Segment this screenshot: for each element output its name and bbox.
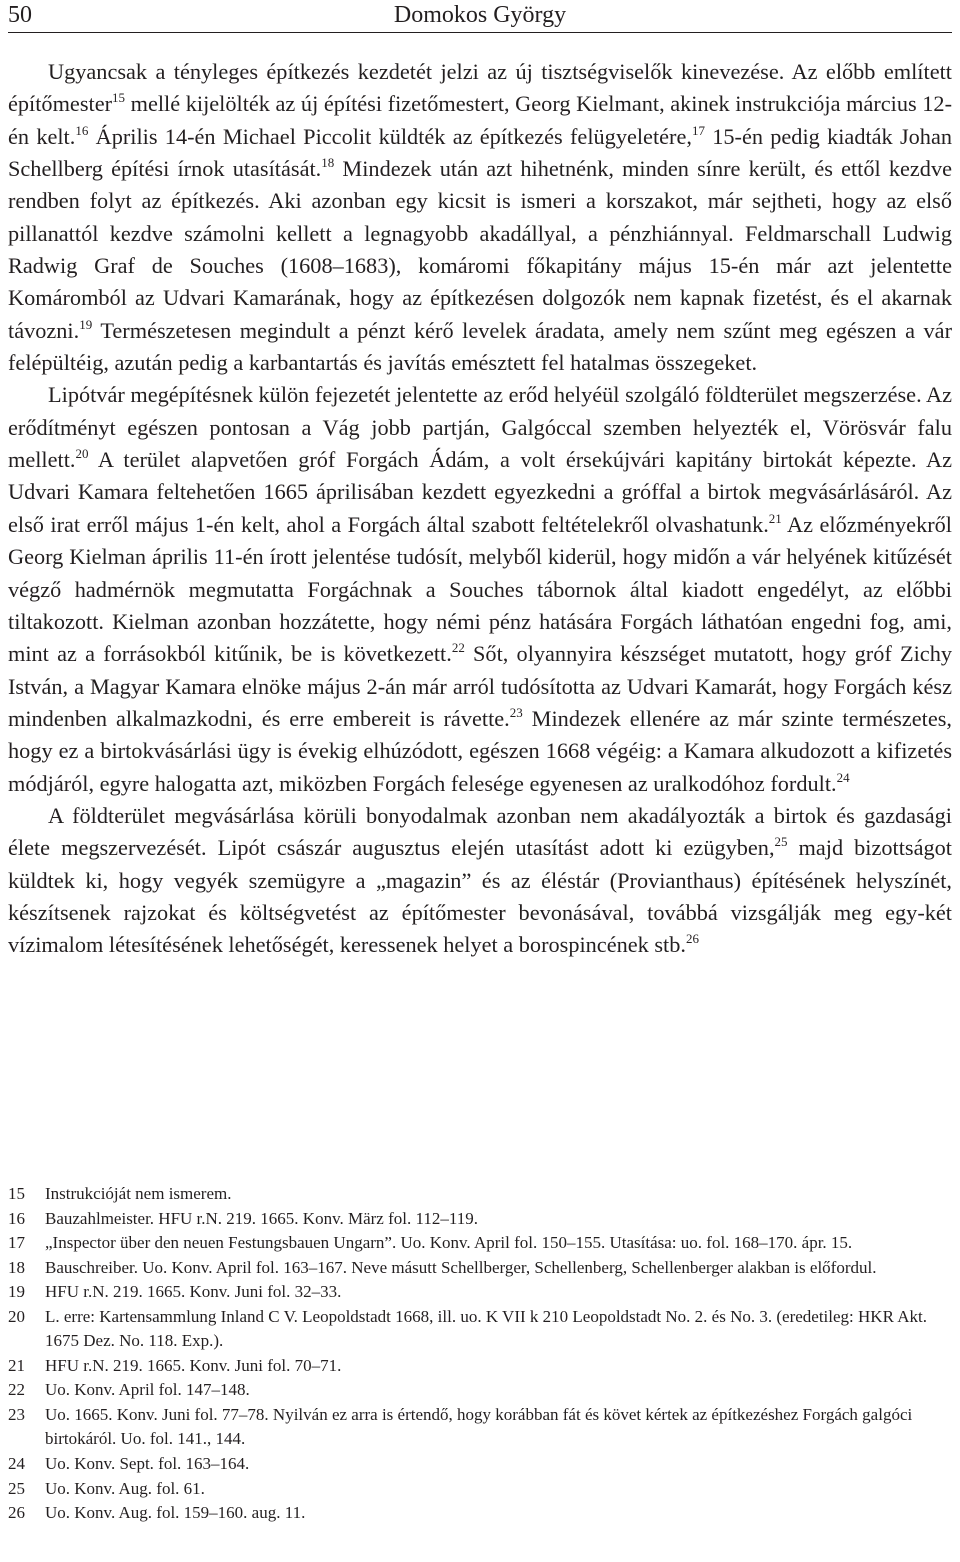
footnote — [8, 1477, 952, 1502]
footnote-number: 21 — [8, 1355, 25, 1375]
footnote-number: 24 — [8, 1454, 25, 1474]
footnote-ref-16[interactable]: 16 — [75, 122, 89, 138]
footnote-ref-19[interactable]: 19 — [79, 316, 93, 332]
text-run: mellé kijelölték az új építési fizetőmestert, Georg Kielmant, akinek instrukciója március 12-én kelt. — [8, 91, 952, 149]
footnote-text: Uo. 1665. Konv. Juni fol. 77–78. Nyilván ez arra is értendő, hogy korábban fát és követ kértek az építkezéshez Forgách galgóci birtokáról. Uo. fol. 141., 144. — [45, 1404, 913, 1449]
footnote-number: 18 — [8, 1257, 25, 1277]
footnote-number: 16 — [8, 1208, 25, 1228]
footnote — [8, 1305, 952, 1354]
text-run: A terület alapvetően gróf Forgách Ádám, a volt érsekújvári kapitány birtokát képezte. Az Udvari Kamara feltehetően 1665 áprilisában kezdett egyezkedni a gróffal a birtok megvásárlásáról. Az első irat erről május 1-én kelt, ahol a Forgách által szabott feltételekről olvashatunk. — [8, 447, 952, 537]
main-text — [8, 56, 952, 962]
footnote-number: 22 — [8, 1380, 25, 1400]
paragraph-1 — [8, 56, 952, 379]
text-run: 15-én pedig kiadták Johan Schellberg építési írnok utasítását. — [8, 123, 952, 182]
footnote-text: Bauschreiber. Uo. Konv. April fol. 163–167. Neve másutt Schellberger, Schellenberg, Schellenberger alakban is előfordul. — [45, 1257, 877, 1277]
footnote-ref-20[interactable]: 20 — [75, 446, 89, 462]
footnote-ref-15[interactable]: 15 — [112, 90, 126, 106]
footnote — [8, 1231, 952, 1256]
footnote-text: HFU r.N. 219. 1665. Konv. Juni fol. 32–33. — [45, 1282, 342, 1302]
footnote-text: Bauzahlmeister. HFU r.N. 219. 1665. Konv. März fol. 112–119. — [45, 1208, 478, 1228]
text-run: Sőt, olyannyira készséget mutatott, hogy gróf Zichy István, a Magyar Kamara elnöke május 2-án már arról tudósította az Udvari Kamarát, hogy Forgách kész mindenben alkalmazkodni, és erre embereit is rávette. — [8, 641, 952, 731]
footnote — [8, 1452, 952, 1477]
footnote-ref-17[interactable]: 17 — [691, 122, 705, 138]
paragraph-2 — [8, 379, 952, 799]
footnotes — [8, 1182, 952, 1526]
footnote-number: 20 — [8, 1306, 25, 1326]
footnote — [8, 1182, 952, 1207]
footnote-text: „Inspector über den neuen Festungsbauen Ungarn”. Uo. Konv. April fol. 150–155. Utasítása: uo. fol. 168–170. ápr. 15. — [45, 1233, 853, 1253]
footnote — [8, 1354, 952, 1379]
footnote-text: Uo. Konv. Sept. fol. 163–164. — [45, 1454, 250, 1474]
footnote-ref-22[interactable]: 22 — [451, 640, 465, 656]
footnote-number: 26 — [8, 1503, 25, 1523]
footnote-ref-25[interactable]: 25 — [774, 834, 788, 850]
footnote-ref-24[interactable]: 24 — [836, 769, 850, 785]
footnote — [8, 1378, 952, 1403]
footnote-number: 23 — [8, 1404, 25, 1424]
footnote-text: L. erre: Kartensammlung Inland C V. Leopoldstadt 1668, ill. uo. K VII k 210 Leopoldstadt No. 2. és No. 3. (eredetileg: HKR Akt. 1675 Dez. No. 118. Exp.). — [45, 1306, 927, 1351]
footnote-ref-23[interactable]: 23 — [509, 704, 523, 720]
text-run: Lipótvár megépítésnek külön fejezetét jelentette az erőd helyéül szolgáló földterület megszerzése. Az erődítményt egészen pontosan a Vág jobb partján, Galgóccal szemben helyezték el, Vörösvár falu mellett. — [8, 382, 952, 473]
footnote-number: 19 — [8, 1282, 25, 1302]
footnote-text: Uo. Konv. Aug. fol. 159–160. aug. 11. — [45, 1503, 306, 1523]
footnote-ref-26[interactable]: 26 — [685, 931, 699, 947]
paragraph-3 — [8, 800, 952, 962]
footnote — [8, 1403, 952, 1452]
footnote — [8, 1501, 952, 1526]
text-run: Mindezek ellenére az már szinte természetes, hogy ez a birtokvásárlási ügy is évekig elhúzódott, egészen 1668 végéig: a Kamara alkudozott a kifizetés módjáról, egyre halogatta azt, miközben Forgách felesége egyenesen az uralkodóhoz fordult. — [8, 705, 952, 796]
footnote-number: 25 — [8, 1478, 25, 1498]
footnote-text: HFU r.N. 219. 1665. Konv. Juni fol. 70–71. — [45, 1355, 342, 1375]
running-head: Domokos György — [393, 2, 567, 28]
footnote — [8, 1207, 952, 1232]
footnote — [8, 1280, 952, 1305]
footnote-ref-18[interactable]: 18 — [321, 155, 335, 171]
text-run: Mindezek után azt hihetnénk, minden sínre került, és ettől kezdve rendben folyt az építkezés. Aki azonban egy kicsit is ismeri a korszakot, már sejtheti, hogy az első pillanattól kezdve számolni kellett a legnagyobb akadállyal, a pénzhiánnyal. Feldmarschall Ludwig Radwig Graf de Souches (1608–1683), komáromi főkapitány május 15-én már azt jelentette Komáromból az Udvari Kamarának, hogy az építkezésen dolgozók nem kapnak fizetést, és el akarnak távozni. — [8, 156, 953, 343]
footnote-number: 15 — [8, 1184, 25, 1203]
footnote-ref-21[interactable]: 21 — [768, 510, 782, 526]
footnote-number: 17 — [8, 1233, 25, 1253]
footnote-text: Uo. Konv. April fol. 147–148. — [45, 1380, 250, 1400]
text-run: Az előzményekről Georg Kielman április 11-én írott jelentése tudósít, melyből kiderül, hogy midőn a vár helyének kitűzését végző hadmérnök megmutatta Forgáchnak a Souches tábornok által kiadott engedélyt, az előbbi tiltakozott. Kielman azonban hozzátette, hogy némi pénz hatására Forgách láthatóan engedni fog, ami, mint az a forrásokból kitűnik, be is következett. — [8, 511, 952, 667]
page-header — [8, 0, 952, 33]
footnote-text: Uo. Konv. Aug. fol. 61. — [45, 1478, 205, 1498]
text-run: majd bizottságot küldtek ki, hogy vegyék szemügyre a „magazin” és az éléstár (Provianthaus) építésének helyszínét, készítsenek rajzokat és költségvetést az építőmester bevonásával, továbbá vizsgálják meg egy-két vízimalom létesítésének lehetőségét, keressenek helyet a borospincének stb. — [8, 835, 952, 958]
footnote-text: Instrukcióját nem ismerem. — [45, 1184, 232, 1203]
text-run: Április 14-én Michael Piccolit küldték az építkezés felügyeletére, — [88, 123, 692, 149]
text-run: Ugyancsak a tényleges építkezés kezdetét jelzi az új tisztségviselők kinevezése. Az előbb említett építőmester — [8, 59, 952, 117]
page-number: 50 — [8, 2, 32, 28]
footnote — [8, 1256, 952, 1281]
text-run: A földterület megvásárlása körüli bonyodalmak azonban nem akadályozták a birtok és gazdasági élete megszervezését. Lipót császár augusztus elején utasítást adott ki ezügyben, — [8, 802, 952, 861]
text-run: Természetesen megindult a pénzt kérő levelek áradata, amely nem szűnt meg egészen a vár felépültéig, azután pedig a karbantartás és javítás emésztett fel hatalmas összegeket. — [8, 317, 952, 376]
